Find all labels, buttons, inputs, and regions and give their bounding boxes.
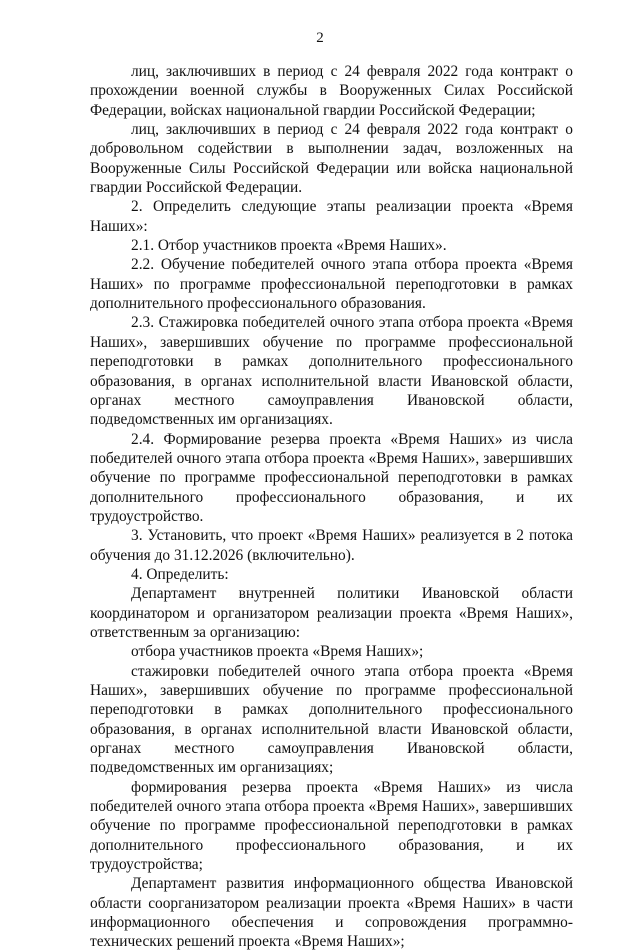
paragraph-military-contract: лиц, заключивших в период с 24 февраля 2022 года контракт о прохождении военной службы в Вооруженных Силах Российской Федерации, войсках национальной гвардии Российской Федерации; (90, 63, 573, 119)
paragraph-info-society-department: Департамент развития информационного общества Ивановской области соорганизатором реализации проекта «Время Наших» в части информационного обеспечения и сопровождения программно-технических решений проекта «Время Наших»; (90, 875, 573, 951)
paragraph-item-2-3: 2.3. Стажировка победителей очного этапа отбора проекта «Время Наших», завершивших обучение по программе профессиональной переподготовки в рамках дополнительного профессионального образования, в органах исполнительной власти Ивановской области, органах местного самоуправления Ивановской области, подведомственных им организациях. (90, 314, 573, 429)
document-body (90, 62, 573, 952)
paragraph-item-4: 4. Определить: (131, 565, 229, 583)
page-number: 2 (316, 30, 324, 46)
paragraph-item-2-4: 2.4. Формирование резерва проекта «Время Наших» из числа победителей очного этапа отбора проекта «Время Наших», завершивших обучение по программе профессиональной переподготовки в рамках дополнительного профессионального образования, и их трудоустройство. (90, 430, 573, 525)
paragraph-item-3: 3. Установить, что проект «Время Наших» реализуется в 2 потока обучения до 31.12.2026 (включительно). (90, 527, 573, 564)
paragraph-selection: отбора участников проекта «Время Наших»; (131, 643, 424, 661)
paragraph-internal-policy-department: Департамент внутренней политики Ивановской области координатором и организатором реализации проекта «Время Наших», ответственным за организацию: (90, 585, 573, 641)
paragraph-volunteer-contract: лиц, заключивших в период с 24 февраля 2022 года контракт о добровольном содействии в выполнении задач, возложенных на Вооруженные Силы Российской Федерации или войска национальной гвардии Российской Федерации. (90, 121, 573, 197)
paragraph-item-2: 2. Определить следующие этапы реализации проекта «Время Наших»: (90, 198, 573, 235)
paragraph-item-2-1: 2.1. Отбор участников проекта «Время Наших». (131, 237, 447, 255)
paragraph-internship: стажировки победителей очного этапа отбора проекта «Время Наших», завершивших обучение по программе профессиональной переподготовки в рамках дополнительного профессионального образования, в органах исполнительной власти Ивановской области, органах местного самоуправления Ивановской области, подведомственных им организациях; (90, 662, 573, 777)
paragraph-reserve: формирования резерва проекта «Время Наших» из числа победителей очного этапа отбора проекта «Время Наших», завершивших обучение по программе профессиональной переподготовки в рамках дополнительного профессионального образования, и их трудоустройства; (90, 778, 573, 874)
paragraph-item-2-2: 2.2. Обучение победителей очного этапа отбора проекта «Время Наших» по программе профессиональной переподготовки в рамках дополнительного профессионального образования. (90, 256, 573, 313)
